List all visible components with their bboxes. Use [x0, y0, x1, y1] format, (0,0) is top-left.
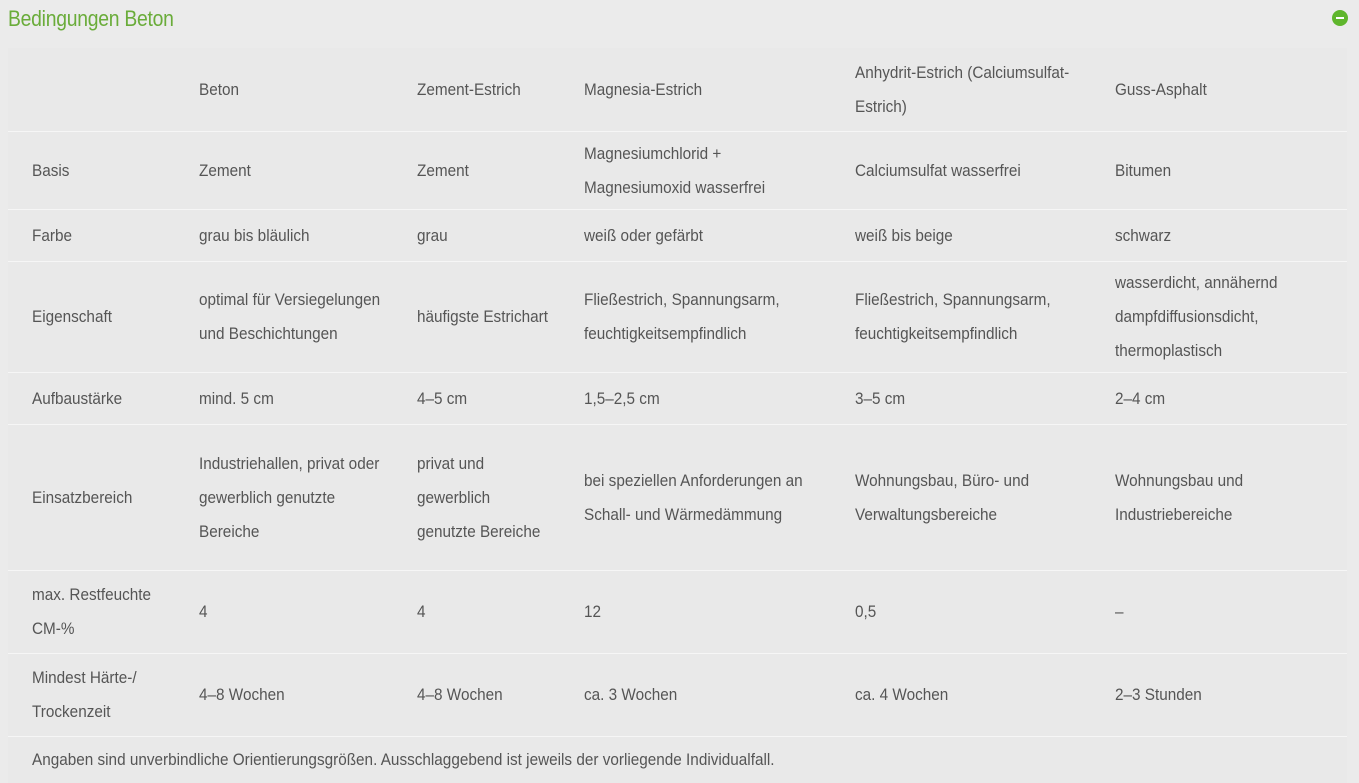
table-header-cell: Beton	[175, 48, 393, 132]
table-cell: optimal für Versiegelungen und Beschichtungen	[175, 262, 393, 373]
table-note-row	[8, 737, 1347, 783]
table-cell: 2–4 cm	[1091, 373, 1347, 425]
table-cell: Magnesiumchlorid + Magnesiumoxid wasserfrei	[560, 132, 831, 210]
table-header-cell	[8, 48, 175, 132]
table-header-cell: Magnesia-Estrich	[560, 48, 831, 132]
table-header-cell: Anhydrit-Estrich (Calciumsulfat-Estrich)	[831, 48, 1091, 132]
table-header-cell: Zement-Estrich	[393, 48, 560, 132]
table-row	[8, 571, 1347, 654]
table-cell: 12	[560, 571, 831, 654]
row-label: Einsatzbereich	[8, 425, 175, 571]
table-note: Angaben sind unverbindliche Orientierungsgrößen. Ausschlaggebend ist jeweils der vorliegende Individualfall.	[8, 737, 1347, 783]
row-label: Farbe	[8, 210, 175, 262]
table-header-row	[8, 48, 1347, 132]
conditions-table-container	[8, 48, 1347, 783]
panel-title: Bedingungen Beton	[8, 6, 174, 32]
table-cell: 4–5 cm	[393, 373, 560, 425]
row-label: Mindest Härte-/ Trockenzeit	[8, 654, 175, 737]
table-cell: ca. 3 Wochen	[560, 654, 831, 737]
table-cell: Fließestrich, Spannungsarm, feuchtigkeitsempfindlich	[831, 262, 1091, 373]
table-row	[8, 262, 1347, 373]
table-cell: weiß oder gefärbt	[560, 210, 831, 262]
table-header-cell: Guss-Asphalt	[1091, 48, 1347, 132]
table-row	[8, 210, 1347, 262]
row-label: Basis	[8, 132, 175, 210]
table-cell: 3–5 cm	[831, 373, 1091, 425]
conditions-table	[8, 48, 1347, 783]
table-cell: 2–3 Stunden	[1091, 654, 1347, 737]
row-label: max. Restfeuchte CM-%	[8, 571, 175, 654]
table-cell: häufigste Estrichart	[393, 262, 560, 373]
table-row	[8, 373, 1347, 425]
table-row	[8, 132, 1347, 210]
row-label: Eigenschaft	[8, 262, 175, 373]
table-cell: ca. 4 Wochen	[831, 654, 1091, 737]
table-cell: 4	[393, 571, 560, 654]
table-cell: bei speziellen Anforderungen an Schall- und Wärmedämmung	[560, 425, 831, 571]
table-cell: wasserdicht, annähernd dampfdiffusionsdicht, thermoplastisch	[1091, 262, 1347, 373]
table-cell: 0,5	[831, 571, 1091, 654]
table-cell: privat und gewerblich genutzte Bereiche	[393, 425, 560, 571]
row-label: Aufbaustärke	[8, 373, 175, 425]
panel-header[interactable]	[0, 0, 1359, 40]
table-cell: schwarz	[1091, 210, 1347, 262]
table-cell: weiß bis beige	[831, 210, 1091, 262]
table-cell: Industriehallen, privat oder gewerblich genutzte Bereiche	[175, 425, 393, 571]
table-cell: 1,5–2,5 cm	[560, 373, 831, 425]
table-row	[8, 654, 1347, 737]
table-cell: Wohnungsbau, Büro- und Verwaltungsbereiche	[831, 425, 1091, 571]
table-row	[8, 425, 1347, 571]
table-cell: 4–8 Wochen	[393, 654, 560, 737]
table-cell: –	[1091, 571, 1347, 654]
table-cell: Fließestrich, Spannungsarm, feuchtigkeitsempfindlich	[560, 262, 831, 373]
table-cell: Calciumsulfat wasserfrei	[831, 132, 1091, 210]
table-cell: Zement	[393, 132, 560, 210]
table-cell: 4–8 Wochen	[175, 654, 393, 737]
table-cell: Bitumen	[1091, 132, 1347, 210]
table-cell: grau	[393, 210, 560, 262]
table-cell: grau bis bläulich	[175, 210, 393, 262]
table-cell: 4	[175, 571, 393, 654]
table-cell: Zement	[175, 132, 393, 210]
table-cell: Wohnungsbau und Industriebereiche	[1091, 425, 1347, 571]
table-cell: mind. 5 cm	[175, 373, 393, 425]
minus-circle-icon[interactable]	[1332, 10, 1348, 26]
